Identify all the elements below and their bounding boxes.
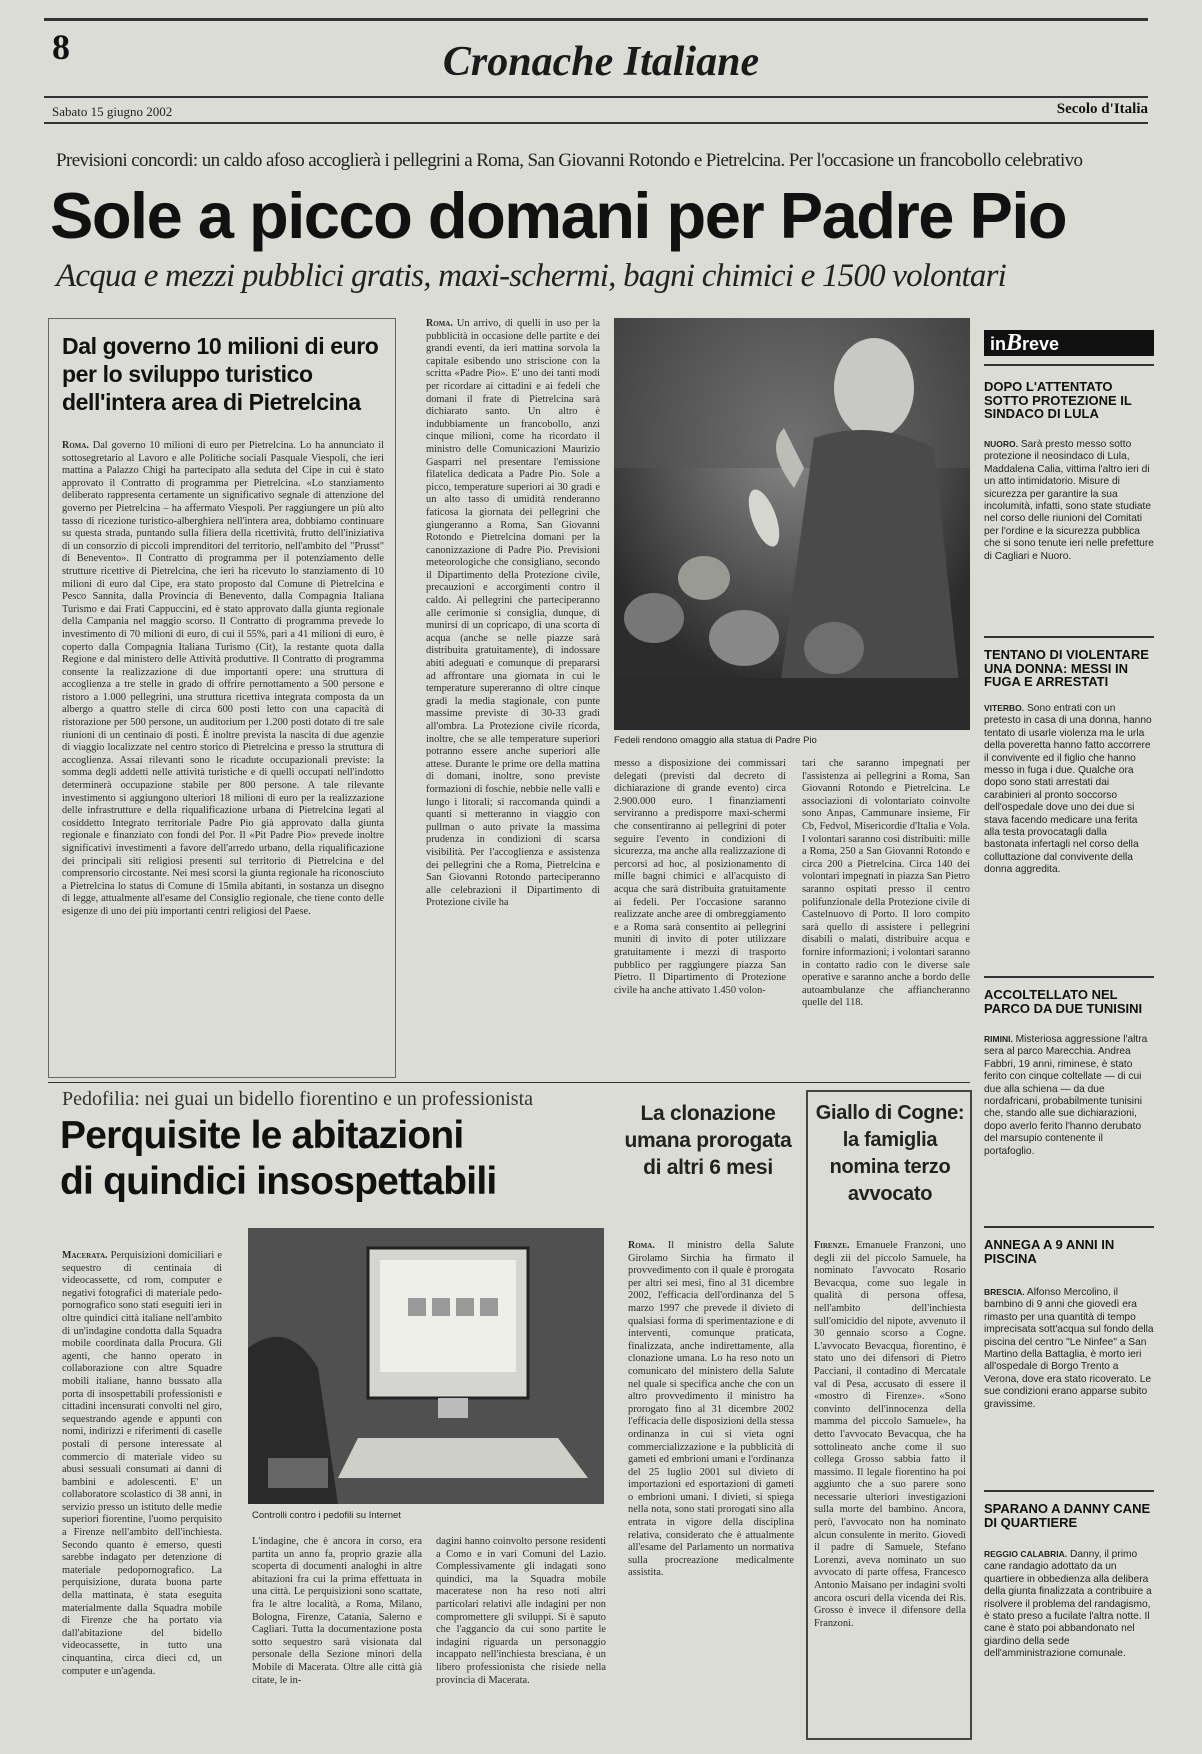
- briefs-label-in: in: [990, 334, 1006, 354]
- second-article-headline-2: di quindici insospettabili: [60, 1160, 497, 1203]
- brief-headline: DOPO L'ATTENTATO SOTTO PROTEZIONE IL SINDACO DI LULA: [984, 379, 1132, 421]
- brief-text: [984, 1286, 1154, 1486]
- brief-headline: SPARANO A DANNY CANE DI QUARTIERE: [984, 1501, 1151, 1530]
- brief-text: [984, 1548, 1154, 1728]
- clonazione-text: [628, 1240, 794, 1738]
- page-number: 8: [52, 27, 70, 67]
- lead-text-col1: [426, 318, 600, 1073]
- second-article-dateline: Macerata.: [62, 1250, 108, 1261]
- second-photo-caption: Controlli contro i pedofili su Internet: [252, 1510, 401, 1521]
- lead-dateline: Roma.: [426, 318, 453, 329]
- second-article-text-col3: dagini hanno coinvolto persone residenti a Como e in vari Comuni del Lazio. Complessivamente gli indagati sono quindici, ma la Squadra mobile maceratese non ha reso noti altri particolari relativi alle indagini per non compromettere gli sviluppi. Si è saputo che l'aggancio da cui sono partite le indagini riguarda un personaggio incappato nell'inchiesta bresciana, è un libero professionista che risiede nella provincia di Macerata.: [436, 1536, 606, 1686]
- brief-body: Alfonso Mercolino, il bambino di 9 anni che giovedì era rimasto per una quantità di tempo imprecisata sott'acqua sul fondo della piscina del centro "Le Ninfee" a San Martino della Battaglia, è morto ieri all'ospedale di Borgo Trento a Verona, dove era stato ricoverato. Le sue condizioni erano apparse subito gravissime.: [984, 1287, 1154, 1410]
- second-article-headline-1: Perquisite le abitazioni: [60, 1114, 464, 1157]
- second-article-body-col1: Perquisizioni domiciliari e sequestro di centinaia di videocassette, cd rom, computer e negativi fotografici di materiale pedo-pornografico sono stati eseguiti ieri in oltre quindici città italiane nell'ambito di un'indagine condotta dalla Squadra mobile coordinata dalla Procura. Gli agenti, che hanno operato in collaborazione con altre Squadre mobili italiane, hanno bussato alla porta di insospettabili professionisti e cittadini incensurati convolti nel giro, sequestrando agende e appunti con nomi, indirizzi e riferimenti di caselle postali di persone interessate al commercio di materiale video su abusi sessuali consumati ai danni di bambini e adolescenti. E' un collaboratore scolastico di 38 anni, in servizio presso un istituto delle medie superiori fiorentine, l'uomo perquisito a Firenze nell'ambito dell'inchiesta. Secondo quanto è emerso, questi sarebbe indagato per detenzione di materiale pedopornografico. La perquisizione, durata buona parte della mattinata, è stata eseguita materialmente dalla Squadra mobile di Firenze che ha portato via dall'abitazione del bidello videocassette, in tutto una cinquantina, circa dieci cd, un computer e un'agenda.: [62, 1250, 222, 1677]
- newspaper-name: Secolo d'Italia: [1056, 101, 1148, 117]
- brief-body: Sarà presto messo sotto protezione il neosindaco di Lula, Maddalena Calia, vittima l'altro ieri di un atto intimidatorio. Misure di sicurezza per garantire la sua incolumità, infatti, sono state studiate nel corso delle riunioni del Comitati per l'ordine e la sicurezza pubblica che si sono tenute ieri nelle prefetture di Cagliari e Nuoro.: [984, 439, 1154, 562]
- second-article-text-col2: L'indagine, che è ancora in corso, era partita un anno fa, proprio grazie alla scoperta di documenti analoghi in altre abitazioni fra cui la prima effettuata in una città. Le perquisizioni sono scattate, fra le altre località, a Roma, Milano, Bologna, Firenze, Catania, Salerno e Cagliari. Tutta la documentazione posta sotto sequestro sarà visionata dal personale della Sezione minori della Mobile di Macerata. Oltre alle città già citate, le in-: [252, 1536, 422, 1686]
- second-article-kicker: Pedofilia: nei guai un bidello fiorentino e un professionista: [62, 1088, 534, 1110]
- sidebar-article-dateline: Roma.: [62, 440, 89, 451]
- lead-kicker: Previsioni concordi: un caldo afoso accoglierà i pellegrini a Roma, San Giovanni Rotondo e Pietrelcina. Per l'occasione un francobollo celebrativo: [56, 150, 1083, 171]
- sidebar-article-body: Dal governo 10 milioni di euro per Pietrelcina. Lo ha annunciato il sottosegretario al Lavoro e alle Politiche sociali Pasquale Viespoli, che ieri mattina a Palazzo Chigi ha partecipato alla seduta del Cipe in cui è stato approvato il Contratto di programma per Pietrelcina. «Lo stanziamento deliberato rappresenta certamente un significativo segnale di attenzione del governo per Pietrelcina – ha affermato Viespoli. Per raggiungere un più alto tasso di ricezione turistico-alberghiera nell'intera area, dobbiamo continuare su questa strada, puntando sulla filiera della ricettività, frutto dell'iniziativa di un consorzio di piccoli imprenditori del territorio, nell'ambito del "Prusst" di Benevento». Il Contratto di programma per il potenziamento delle strutture ricettive di Pietrelcina, che ieri ha ricevuto lo stanziamento di 10 milioni di euro dal Cipe, era stato proposto dal Comune di Pietrelcina e Pesco Sannita, dalla Provincia di Benevento, dalla Compagnia Italiana Turismo e dai Frati Cappuccini, ed è stato approvato dalla giunta regionale della Campania nel maggio scorso. Il Contratto di programma prevede lo investimento di 70 milioni di euro, di cui il 55%, pari a 41 milioni di euro, è coperto dalla Compagnia Italiana Turismo (Cit), la restante quota dalla Regione e dal ministero delle Attività produttive. Il Contratto di programma consente la realizzazione di due importanti opere: una struttura di accoglienza a tre stelle in grado di offrire pernottamento a 500 persone e ristoro a 1.000 pellegrini, una struttura ricettiva integrata composta da un albergo a quattro stelle di circa 600 posti letto con una capacità di ristorazione per 500 persone, un auditorium per 1.200 posti dotato di tre sale riunioni di un centinaio di posti. È inoltre prevista la nascita di due agenzie di viaggio localizzate nel centro storico di Pietrelcina e presso la struttura di accoglienza. Assai rilevanti sono le ricadute occupazionali previste: la somma degli addetti nelle attività turistiche e di quelli occupati nell'indotto determinerà occupazione stabile per 800 persone. A tale rilevante investimento si aggiungono ulteriori 18 milioni di euro per la realizzazione delle infrastrutture e della riqualificazione urbana di Pietrelcina legati al cosiddetto Integrato territoriale Padre Pio già approvato dalla giunta regionale e finanziato con fondi del Por. Il «Pit Padre Pio» prevede inoltre significativi investimenti a favore dell'arredo urbano, della riqualificazione dei principali siti religiosi presenti sul territorio di Pietrelcina e del comprensorio circostante. Nei mesi scorsi la giunta regionale ha riconosciuto a Pietrelcina lo status di Comune di 15mila abitanti, in sostanza un disegno di legge, attualmente all'esame del Consiglio regionale, che tiene conto delle esigenze di uno dei più importanti centri religiosi del Paese.: [62, 440, 384, 917]
- clonazione-dateline: Roma.: [628, 1240, 655, 1251]
- cogne-headline: Giallo di Cogne: la famiglia nomina terzo avvocato: [815, 1102, 965, 1205]
- brief-headline: ACCOLTELLATO NEL PARCO DA DUE TUNISINI: [984, 987, 1143, 1016]
- section-title: Cronache Italiane: [442, 39, 760, 85]
- clonazione-body: Il ministro della Salute Girolamo Sirchia ha firmato il provvedimento con il quale è prorogata per altri sei mesi, fino al 31 dicembre 2002, l'efficacia dell'ordinanza del 5 marzo 1997 che prevede il divieto di qualsiasi forma di sperimentazione e di interventi, comunque praticata, finalizzata, anche indirettamente, alla clonazione umana. Lo ha reso noto un comunicato del ministero della Salute nel quale si specifica anche che con un altro provvedimento il ministro ha prorogato fino al 31 dicembre 2002 l'efficacia delle disposizioni della stessa ordinanza in cui si vieta ogni commercializzazione e la pubblicità di gameti ed embrioni umani e l'ordinanza del 25 luglio 2001 sul divieto di importazioni ed esportazioni di gameti o embrioni umani. I divieti, si spiega nella nota, sono stati prorogati sino alla entrata in vigore della disciplina relativa, considerato che è attualmente all'esame del Parlamento un normativa sulla procreazione medicalmente assistita.: [628, 1240, 794, 1579]
- brief-dateline: REGGIO CALABRIA.: [984, 1549, 1068, 1559]
- briefs-section-label: [984, 330, 1154, 356]
- computer-monitor-image: [248, 1228, 604, 1504]
- brief-body: Danny, il primo cane randagio adottato da un quartiere in obbedienza alla delibera della giunta finalizzata a contribuire a risolvere il problema del randagismo, è stato preso a fucilate l'altra notte. Il cane è stato poi abbandonato nel giardino della sede dell'amministrazione comunale.: [984, 1549, 1152, 1660]
- sidebar-article-headline: Dal governo 10 milioni di euro per lo sviluppo turistico dell'intera area di Pietrelcina: [62, 333, 379, 415]
- brief-dateline: VITERBO.: [984, 703, 1025, 713]
- cogne-text: [814, 1240, 966, 1732]
- brief-body: Sono entrati con un pretesto in casa di una donna, hanno tentato di usarle violenza ma le urla della poveretta hanno fatto accorrere il convivente ed il figlio che hanno messo in fuga i due. Qualche ora dopo sono stati arrestati dai carabinieri al pronto soccorso dell'ospedale dove uno dei due si stava facendo medicare una ferita alla testa provocatagli dalla bastonata infertagli nel corso della colluttazione dal convivente della donna aggredita.: [984, 703, 1152, 876]
- lead-photo-caption: Fedeli rendono omaggio alla statua di Padre Pio: [614, 735, 817, 746]
- brief-dateline: RIMINI.: [984, 1034, 1013, 1044]
- briefs-label-b: B: [1006, 330, 1023, 356]
- lead-subhead: Acqua e mezzi pubblici gratis, maxi-schermi, bagni chimici e 1500 volontari: [56, 258, 1007, 294]
- sidebar-article-text: [62, 440, 384, 1065]
- brief-text: [984, 438, 1154, 598]
- brief-text: [984, 1033, 1154, 1218]
- brief-dateline: BRESCIA.: [984, 1287, 1025, 1297]
- padre-pio-photo: [614, 318, 970, 730]
- brief-headline: ANNEGA A 9 ANNI IN PISCINA: [984, 1237, 1115, 1266]
- clonazione-headline: La clonazione umana prorogata di altri 6 mesi: [624, 1102, 792, 1179]
- cogne-dateline: Firenze.: [814, 1240, 850, 1251]
- lead-headline: Sole a picco domani per Padre Pio: [50, 179, 1067, 252]
- lead-body-col1: Un arrivo, di quelli in uso per la pubblicità in occasione delle partite e dei grandi eventi, da ieri mattina sorvola la capitale esibendo uno striscione con la scritta «Padre Pio». E' uno dei tanti modi per ricordare ai cittadini e ai fedeli che domani il frate di Pietrelcina sarà dichiarato santo. Un altro è indubbiamente un francobollo, anzi cinque milioni, come ha ricordato il ministro delle Comunicazioni Maurizio Gasparri nel presentare l'emissione filatelica dedicata a Padre Pio. Sole a picco, temperature superiori ai 30 gradi e un alto tasso di umidità renderanno faticosa la giornata dei pellegrini che giungeranno a Roma, San Giovanni Rotondo e Pietrelcina domani per la canonizzazione di Padre Pio. Previsioni meteorologiche che consigliano, secondo il Dipartimento della Protezione civile, precauzioni e accorgimenti contro il caldo. Ai pellegrini che parteciperanno alle cerimonie si consiglia, dunque, di munirsi di un copricapo, di una scorta di acqua (anche se nelle piazze sarà distribuita gratuitamente), di indossare abiti adeguati e comunque di prepararsi ad affrontare una giornata in cui le temperature supereranno di oltre cinque gradi la media stagionale, con punte massime previste di 30-33 gradi all'ombra. La Protezione civile ricorda, inoltre, che se alle temperature superiori potranno essere anche superiori alle attese. Durante le prime ore della mattina di domani, inoltre, sono previste formazioni di foschie, nebbie nelle valli e lungo i litorali; si raccomanda quindi a quanti si metteranno in viaggio con pullman o auto private la massima prudenza in condizioni di scarsa visibilità. Per l'accoglienza e assistenza dei pellegrini che a Roma, Pietrelcina e San Giovanni Rotondo parteciperanno alle celebrazioni il Dipartimento di Protezione civile ha: [426, 318, 600, 909]
- issue-date: Sabato 15 giugno 2002: [52, 104, 173, 119]
- lead-text-col2: messo a disposizione dei commissari delegati (previsti dal decreto di dichiarazione di grande evento) circa 2.900.000 euro. I finanziamenti serviranno a predisporre maxi-schermi che consentiranno ai pellegrini di poter seguire l'evento in condizioni di sicurezza, ma anche alla realizzazione di percorsi ad hoc, al posizionamento di mille bagni chimici e all'acquisto di acqua che sarà distribuita gratuitamente ai fedeli. Per l'occasione saranno realizzate anche aree di ombreggiamento e a Roma sarà consentito ai pellegrini muniti di invito di poter utilizzare gratuitamente i mezzi di trasporto pubblico per raggiungere piazza San Pietro. Il Dipartimento di Protezione civile ha anche attivato 1.450 volon-: [614, 758, 786, 996]
- brief-text: [984, 702, 1154, 952]
- second-article-text-col1: [62, 1250, 222, 1740]
- lead-text-col3: tari che saranno impegnati per l'assistenza ai pellegrini a Roma, San Giovanni Rotondo e Pietrelcina. Le associazioni di volontariato coinvolte sono Anpas, Cammunare insieme, Fir Cb, Fedvol, Misericordie d'Italia e Vola. I volontari saranno così distribuiti: mille a Roma, 250 a San Giovanni Rotondo e circa 200 a Pietrelcina. Circa 140 dei volontari impegnati in piazza San Pietro saranno ospitati presso il centro polifunzionale della Protezione civile di Castelnuovo di Porto. Il loro compito sarà quello di assistere i pellegrini disabili o malati, distribuire acqua e fornire informazioni; i volontari saranno in contatto radio con le diverse sale operative e saranno anche a bordo delle autoambulanze che affiancheranno quelle del 118.: [802, 758, 970, 1009]
- briefs-column: [984, 318, 1154, 1738]
- cogne-body: Emanuele Franzoni, uno degli zii del piccolo Samuele, ha nominato l'avvocato Rosario Bevacqua, come suo legale in qualità di persona offesa, nell'ambito dell'inchiesta sull'omicidio del nipote, avvenuto il 30 gennaio scorso a Cogne. L'avvocato Bevacqua, fiorentino, è stato uno dei difensori di Pietro Pacciani, il contadino di Mercatale val di Pesa, accusato di essere il «mostro di Firenze». «Sono convinto dell'innocenza della mamma del piccolo Samuele», ha detto l'avvocato Bevacqua, che ha sottolineato anche come il suo collega Grosso sabbia fatto il massimo. Il legale fiorentino ha poi aggiunto che a suo parere sono necessarie ulteriori investigazioni sulla morte del bambino. Ancora, però, l'avvocato non ha nominato alcun consulente in merito. Giovedì il padre di Samuele, Stefano Lorenzi, aveva nominato un suo avvocato di parte offesa, Francesco Antonio Maisano per indagini svolti ancora oscuri della vicenda dei Ris. Grosso è invece il difensore della Franzoni.: [814, 1240, 966, 1629]
- briefs-label-rest: reve: [1022, 334, 1060, 354]
- padre-pio-statue-image: [614, 318, 970, 730]
- brief-body: Misteriosa aggressione l'altra sera al parco Marecchia. Andrea Fabbri, 19 anni, riminese, è stato ferito con cinque coltellate — di cui due alla schiena — da due nordafricani, probabilmente tunisini che, stando alle sue dichiarazioni, dopo averlo ferito l'hanno derubato del marsupio contenente il portafoglio.: [984, 1034, 1148, 1157]
- brief-headline: TENTANO DI VIOLENTARE UNA DONNA: MESSI IN FUGA E ARRESTATI: [984, 647, 1149, 689]
- brief-dateline: NUORO.: [984, 439, 1018, 449]
- computer-photo: [248, 1228, 604, 1504]
